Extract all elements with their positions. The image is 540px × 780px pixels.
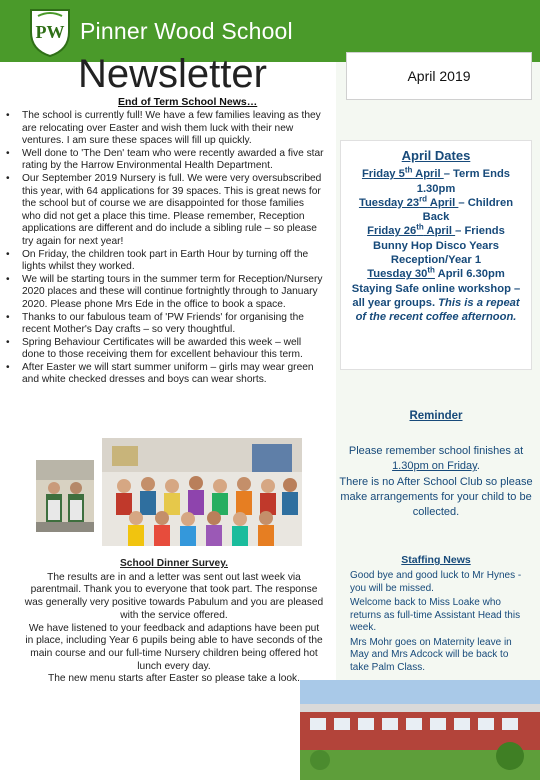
list-item: • We will be starting tours in the summer term for Reception/Nursery 2020 places and these will continue fortnightly through to January 2020. Please phone Mrs Ede in the office to book a space. bbox=[6, 273, 323, 310]
date-entry: Tuesday 30th April 6.30pm Staying Safe online workshop – all year groups. This is a repeat of the recent coffee afternoon. bbox=[351, 265, 521, 324]
dinner-survey-para2: We have listened to your feedback and adaptions have been put in place, including Year 6 pupils being able to have seconds of the main course and our full-time Nursery children being offered hot lunch every day. bbox=[25, 622, 323, 672]
list-item: • Thanks to our fabulous team of 'PW Friends' for organising the recent Mother's Day crafts – so very thoughtful. bbox=[6, 311, 304, 336]
date-entry: Friday 26th April – Friends Bunny Hop Disco Years Reception/Year 1 bbox=[367, 222, 505, 267]
staffing-news-heading: Staffing News bbox=[401, 554, 471, 566]
april-dates-box bbox=[340, 140, 532, 370]
april-dates-heading: April Dates bbox=[401, 148, 471, 163]
svg-text:PW: PW bbox=[35, 22, 65, 42]
list-item: • Well done to 'The Den' team who were recently awarded a five star rating by the Harrow Environmental Health Department. bbox=[6, 147, 324, 172]
staffing-para: Mrs Mohr goes on Maternity leave in May and Mrs Adcock will be back to take Palm Class. bbox=[350, 636, 512, 673]
news-heading: End of Term School News… bbox=[118, 96, 258, 108]
dinner-survey-para3: The new menu starts after Easter so please take a look. bbox=[48, 673, 300, 685]
school-building-photo bbox=[300, 680, 540, 780]
children-group-photo bbox=[102, 438, 302, 546]
date-entry: Friday 5th April – Term Ends 1.30pm bbox=[361, 165, 511, 195]
dinner-survey-section bbox=[24, 558, 324, 686]
list-item: • Spring Behaviour Certificates will be awarded this week – well done to those receiving them for excellent behaviour this term. bbox=[6, 336, 303, 361]
school-crest-icon bbox=[28, 6, 72, 58]
list-item: • The school is currently full! We have a few families leaving as they are relocating over Easter and wish them luck with their new ventures. I am sure these spaces will fill up quickly. bbox=[6, 110, 321, 147]
date-entry: Tuesday 23rd April – Children Back bbox=[358, 194, 514, 224]
reminder-heading: Reminder bbox=[409, 410, 463, 422]
dinner-staff-photo bbox=[36, 460, 94, 532]
list-item: • After Easter we will start summer uniform – girls may wear green and white checked dresses and boys can wear shorts. bbox=[6, 361, 314, 386]
newsletter-title: Newsletter bbox=[78, 52, 267, 96]
date-label: April 2019 bbox=[407, 68, 471, 84]
list-item: • On Friday, the children took part in Earth Hour by turning off the lights whilst they worked. bbox=[6, 248, 309, 273]
reminder-text: Please remember school finishes at 1.30pm on Friday. There is no After School Club so please make arrangements for your child to be collected. bbox=[339, 445, 533, 519]
staffing-news-text bbox=[350, 570, 526, 676]
staffing-para: Good bye and good luck to Mr Hynes - you will be missed. bbox=[350, 570, 522, 594]
staffing-para: Welcome back to Miss Loake who returns as full-time Assistant Head this week. bbox=[350, 597, 521, 633]
date-label-box bbox=[346, 52, 532, 100]
dinner-survey-para1: The results are in and a letter was sent out last week via parentmail. Thank you to everyone that took part. The response was generally very positive towards Pabulum and you are pleased with the service offered. bbox=[24, 571, 324, 621]
dinner-survey-heading: School Dinner Survey. bbox=[120, 558, 228, 569]
school-name: Pinner Wood School bbox=[80, 18, 293, 44]
news-list bbox=[6, 110, 324, 387]
list-item: • Our September 2019 Nursery is full. We were very oversubscribed this year, with 64 applications for 39 spaces. This is great news for the school but of course we are disappointed for those families who did not get a place this time. Please remember, Reception applications are different and do include a sibling rule – so please try again for next year! bbox=[6, 172, 322, 247]
